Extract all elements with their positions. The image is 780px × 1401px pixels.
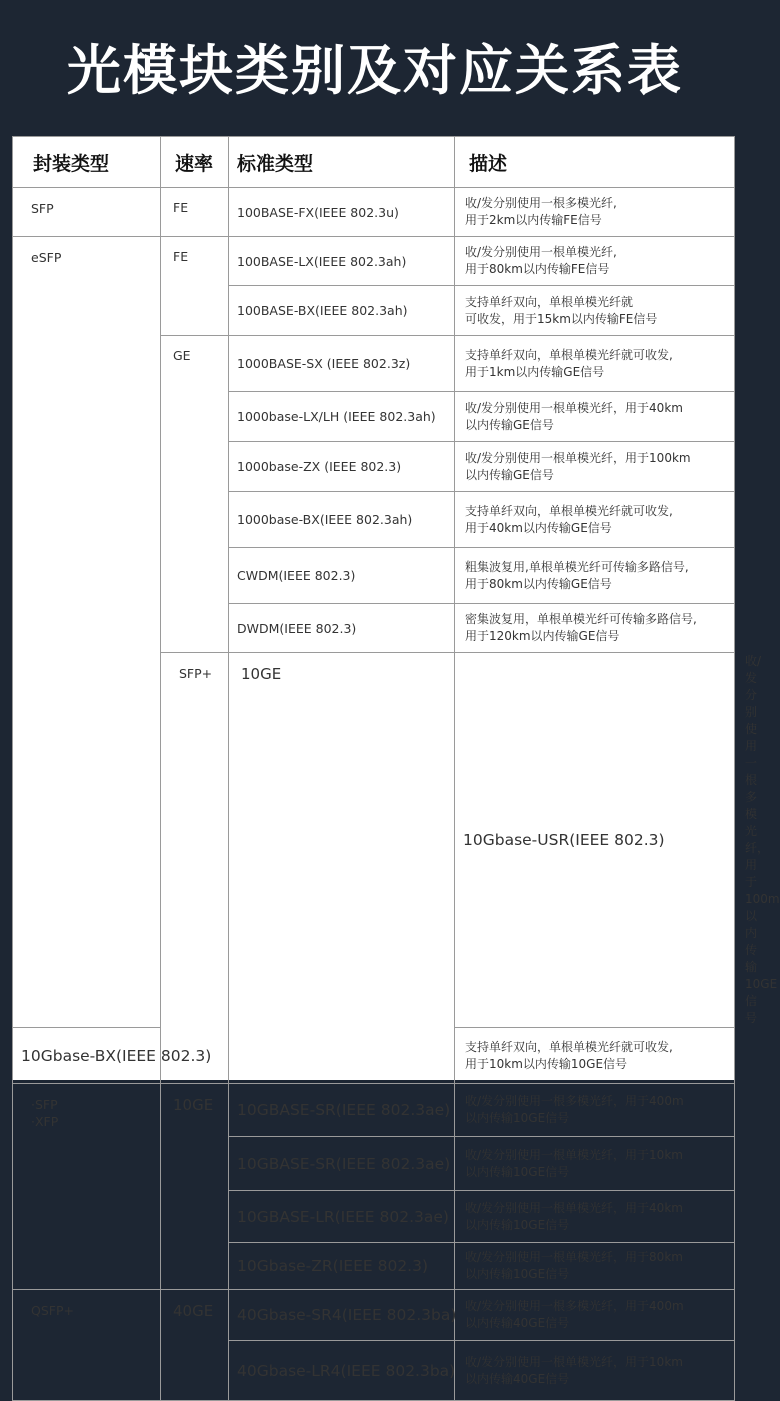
description-line: 用于1km以内传输GE信号	[465, 364, 605, 379]
description-line: 收/发分别使用一根单模光纤，用于40km	[465, 400, 683, 415]
description-line: 收/发分别使用一根单模光纤，用于80km	[465, 1250, 683, 1264]
rate-cell	[229, 653, 455, 1084]
standard-cell: CWDM(IEEE 802.3)	[229, 548, 455, 604]
description-line: 粗集波复用,单根单模光纤可传输多路信号,	[465, 559, 689, 574]
description-line: 支持单纤双向，单根单模光纤就可收发,	[465, 347, 673, 362]
description-cell	[455, 392, 735, 442]
description-cell	[455, 188, 735, 237]
standard-cell: 40Gbase-SR4(IEEE 802.3ba)	[229, 1290, 455, 1341]
description-line: 以内传输40GE信号	[465, 1371, 570, 1386]
rate-label: 10GE	[241, 665, 282, 683]
header-standard-type: 标准类型	[229, 137, 455, 188]
description-line: 收/发分别使用一根单模光纤，用于100km	[465, 450, 691, 465]
table-row	[13, 1290, 735, 1341]
description-line: 收/发分别使用一根单模光纤，用于10km	[465, 1354, 683, 1369]
description-line: 用于10km以内传输10GE信号	[465, 1056, 628, 1071]
standard-cell: 40Gbase-LR4(IEEE 802.3ba)	[229, 1341, 455, 1401]
header-package-type: 封装类型	[13, 137, 161, 188]
rate-cell	[161, 1290, 229, 1401]
package-cell	[13, 1084, 161, 1290]
rate-label: GE	[173, 348, 191, 363]
package-label: SFP+	[179, 666, 213, 681]
table-row: SFP+ 10GE 10Gbase-USR(IEEE 802.3) 收/发分别使用一根多模光纤，用于100m 以内传输10GE信号	[13, 653, 735, 1028]
description-cell	[455, 492, 735, 548]
description-cell	[455, 442, 735, 492]
description-line: 以内传输GE信号	[465, 467, 554, 482]
package-label: eSFP	[31, 250, 62, 265]
rate-label: FE	[173, 200, 189, 215]
description-line: 以内传输GE信号	[465, 417, 554, 432]
header-rate: 速率	[161, 137, 229, 188]
rate-cell	[161, 1084, 229, 1290]
table-row	[13, 1084, 735, 1137]
rate-cell	[161, 188, 229, 237]
description-line: 以内传输10GE信号	[465, 1111, 570, 1125]
package-cell	[13, 188, 161, 237]
package-label: SFP	[31, 201, 54, 216]
description-cell	[455, 1191, 735, 1243]
description-cell	[455, 1137, 735, 1191]
package-label: ·SFP	[31, 1097, 58, 1112]
standard-cell: 10Gbase-BX(IEEE 802.3)	[13, 1028, 161, 1084]
description-line: 用于40km以内传输GE信号	[465, 520, 612, 535]
description-line: 以内传输10GE信号	[465, 1164, 570, 1179]
description-cell	[455, 1341, 735, 1401]
description-line: 收/发分别使用一根单模光纤，用于40km	[465, 1200, 683, 1215]
description-cell	[455, 1290, 735, 1341]
description-cell	[455, 1243, 735, 1290]
description-line: 收/发分别使用一根多模光纤,	[465, 196, 617, 210]
table-row	[13, 237, 735, 286]
page-title: 光模块类别及对应关系表	[67, 39, 683, 102]
description-cell	[455, 548, 735, 604]
description-line: 收/发分别使用一根单模光纤，用于10km	[465, 1147, 683, 1162]
table-row	[13, 188, 735, 237]
header-description: 描述	[455, 137, 735, 188]
description-line: 以内传输10GE信号	[465, 1267, 570, 1281]
module-table-panel	[13, 136, 780, 1386]
standard-cell: 10Gbase-ZR(IEEE 802.3)	[229, 1243, 455, 1290]
rate-label: 10GE	[173, 1096, 214, 1114]
description-cell	[455, 336, 735, 392]
rate-cell	[161, 336, 229, 653]
standard-cell: 10GBASE-SR(IEEE 802.3ae)	[229, 1137, 455, 1191]
standard-cell: 10GBASE-SR(IEEE 802.3ae)	[229, 1084, 455, 1137]
description-cell	[455, 1084, 735, 1137]
description-line: 收/发分别使用一根单模光纤,	[465, 245, 617, 259]
description-line: 用于80km以内传输FE信号	[465, 262, 610, 276]
description-line: 支持单纤双向，单根单模光纤就	[465, 294, 634, 309]
description-line: 用于120km以内传输GE信号	[465, 629, 620, 643]
standard-cell: 10GBASE-LR(IEEE 802.3ae)	[229, 1191, 455, 1243]
table-header-row	[13, 137, 735, 188]
standard-cell: 10Gbase-USR(IEEE 802.3)	[455, 653, 735, 1028]
description-cell	[455, 604, 735, 653]
package-label: QSFP+	[31, 1303, 74, 1318]
description-line: 以内传输10GE信号	[465, 1217, 570, 1232]
description-line: 用于80km以内传输GE信号	[465, 576, 612, 591]
standard-cell: 1000BASE-SX (IEEE 802.3z)	[229, 336, 455, 392]
description-line: 支持单纤双向，单根单模光纤就可收发,	[465, 503, 673, 518]
package-cell	[13, 1290, 161, 1401]
package-cell	[13, 237, 161, 1028]
description-line: 可收发，用于15km以内传输FE信号	[465, 311, 658, 326]
standard-cell: 1000base-LX/LH (IEEE 802.3ah)	[229, 392, 455, 442]
description-line: 以内传输40GE信号	[465, 1316, 570, 1330]
rate-label: 40GE	[173, 1302, 214, 1320]
standard-cell: 1000base-ZX (IEEE 802.3)	[229, 442, 455, 492]
description-line: 收/发分别使用一根多模光纤，用于400m	[465, 1299, 684, 1313]
standard-cell: 1000base-BX(IEEE 802.3ah)	[229, 492, 455, 548]
package-cell	[161, 653, 229, 1084]
description-cell	[455, 1028, 735, 1084]
standard-cell: 100BASE-BX(IEEE 802.3ah)	[229, 286, 455, 336]
standard-cell: DWDM(IEEE 802.3)	[229, 604, 455, 653]
rate-label: FE	[173, 249, 189, 264]
description-line: 用于2km以内传输FE信号	[465, 213, 602, 227]
description-line: 密集波复用，单根单模光纤可传输多路信号,	[465, 612, 697, 626]
description-cell	[455, 286, 735, 336]
package-label: ·XFP	[31, 1114, 59, 1129]
description-cell	[455, 237, 735, 286]
description-line: 收/发分别使用一根多模光纤，用于400m	[465, 1094, 684, 1108]
standard-cell: 100BASE-LX(IEEE 802.3ah)	[229, 237, 455, 286]
rate-cell	[161, 237, 229, 336]
description-line: 支持单纤双向，单根单模光纤就可收发,	[465, 1039, 673, 1054]
standard-cell: 100BASE-FX(IEEE 802.3u)	[229, 188, 455, 237]
module-table	[12, 136, 780, 1401]
